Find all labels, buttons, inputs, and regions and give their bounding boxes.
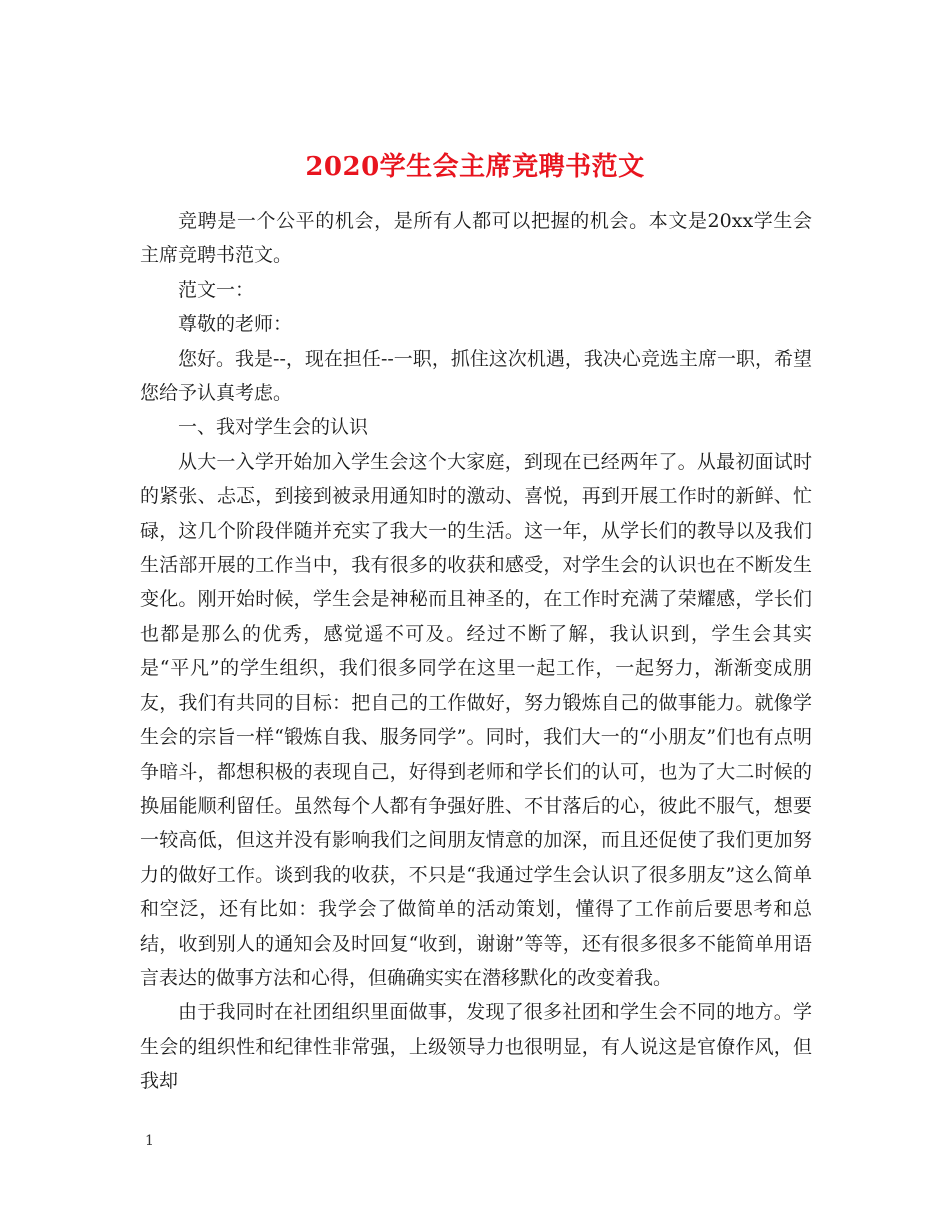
paragraph-salutation: 尊敬的老师：	[178, 313, 293, 336]
paragraph-body-1: 从大一入学开始加入学生会这个大家庭，到现在已经两年了。从最初面试时的紧张、忐忑，到接到被录用通知时的激动、喜悦，再到开展工作时的新鲜、忙碌，这几个阶段伴随并充实了我大一的生活。这一年，从学长们的教导以及我们生活部开展的工作当中，我有很多的收获和感受，对学生会的认识也在不断发生变化。刚开始时候，学生会是神秘而且神圣的，在工作时充满了荣耀感，学长们也都是那么的优秀，感觉遥不可及。经过不断了解，我认识到，学生会其实是“平凡”的学生组织，我们很多同学在这里一起工作，一起努力，渐渐变成朋友，我们有共同的目标：把自己的工作做好，努力锻炼自己的做事能力。就像学生会的宗旨一样“锻炼自我、服务同学”。同时，我们大一的“小朋友”们也有点明争暗斗，都想积极的表现自己，好得到老师和学长们的认可，也为了大二时候的换届能顺利留任。虽然每个人都有争强好胜、不甘落后的心，彼此不服气，想要一较高低，但这并没有影响我们之间朋友情意的加深，而且还促使了我们更加努力的做好工作。谈到我的收获，不只是“我通过学生会认识了很多朋友”这么简单和空泛，还有比如：我学会了做简单的活动策划，懂得了工作前后要思考和总结，收到别人的通知会及时回复“收到，谢谢”等等，还有很多很多不能简单用语言表达的做事方法和心得，但确确实实在潜移默化的改变着我。	[140, 450, 812, 989]
paragraph-sample-label: 范文一：	[178, 278, 255, 301]
paragraph-greeting: 您好。我是--，现在担任--一职，抓住这次机遇，我决心竞选主席一职，希望您给予认真考虑。	[140, 347, 812, 405]
document-title: 2020学生会主席竞聘书范文	[305, 152, 645, 183]
page-number: 1	[145, 1133, 154, 1149]
section-heading-1: 一、我对学生会的认识	[178, 416, 369, 439]
document-body	[140, 204, 812, 1099]
paragraph-body-2: 由于我同时在社团组织里面做事，发现了很多社团和学生会不同的地方。学生会的组织性和纪律性非常强，上级领导力也很明显，有人说这是官僚作风，但我却	[140, 1001, 812, 1093]
paragraph-intro: 竞聘是一个公平的机会，是所有人都可以把握的机会。本文是20xx学生会主席竞聘书范文。	[140, 210, 812, 267]
